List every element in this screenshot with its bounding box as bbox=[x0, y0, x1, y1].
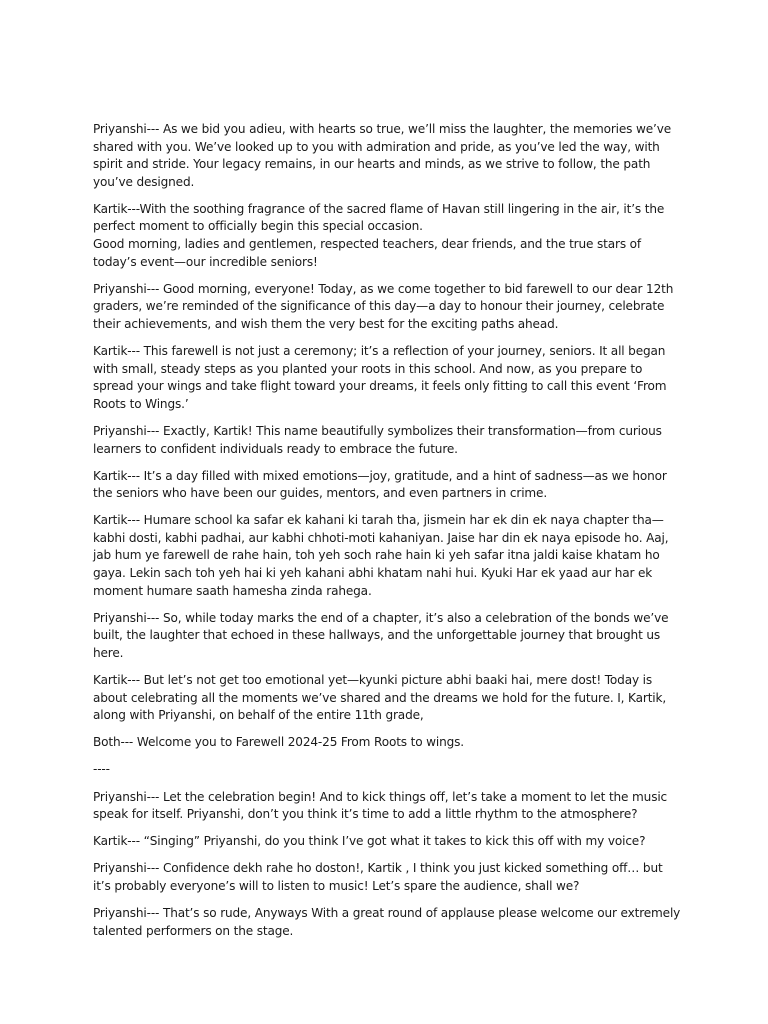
paragraph-text: Priyanshi--- As we bid you adieu, with hearts so true, we’ll miss the laughter, the memories we’ve shared with you. We’ve looked up to you with admiration and pride, as you’ve led the way, with spirit and stride. Your legacy remains, in our hearts and minds, as we strive to follow, the path you’ve designed. bbox=[93, 122, 672, 189]
paragraph-text: Kartik--- It’s a day filled with mixed emotions—joy, gratitude, and a hint of sadness—as we honor the seniors who have been our guides, mentors, and even partners in crime. bbox=[93, 468, 667, 501]
paragraph-text: Good morning, ladies and gentlemen, respected teachers, dear friends, and the true stars of today’s event—our incredible seniors! bbox=[93, 237, 642, 269]
paragraph bbox=[93, 281, 683, 334]
paragraph-text: Priyanshi--- Let the celebration begin! And to kick things off, let’s take a moment to let the music speak for itself. Priyanshi, don’t you think it’s time to add a little rhythm to the atmosphere? bbox=[93, 789, 668, 822]
divider-text: ---- bbox=[93, 762, 110, 777]
paragraph-text: Priyanshi--- That’s so rude, Anyways With a great round of applause please welcome our extremely talented performers on the stage. bbox=[93, 905, 681, 938]
paragraph bbox=[93, 905, 683, 940]
paragraph bbox=[93, 468, 683, 503]
paragraph-text: Kartik--- This farewell is not just a ceremony; it’s a reflection of your journey, seniors. It all began with small, steady steps as you planted your roots in this school. And now, as you prepare to spread your wings and take flight toward your dreams, it feels only fitting to call this event ‘From Roots to Wings.’ bbox=[93, 344, 667, 411]
section-divider bbox=[93, 761, 683, 779]
paragraph-text: Priyanshi--- Exactly, Kartik! This name beautifully symbolizes their transformation—from curious learners to confident individuals ready to embrace the future. bbox=[93, 423, 662, 456]
document-body bbox=[93, 121, 683, 950]
paragraph bbox=[93, 734, 683, 752]
paragraph bbox=[93, 672, 683, 725]
paragraph-text: Kartik---With the soothing fragrance of the sacred flame of Havan still lingering in the air, it’s the perfect moment to officially begin this special occasion. bbox=[93, 201, 665, 234]
paragraph-text: Kartik--- “Singing” Priyanshi, do you think I’ve got what it takes to kick this off with my voice? bbox=[93, 834, 646, 849]
paragraph bbox=[93, 423, 683, 458]
paragraph bbox=[93, 610, 683, 663]
paragraph bbox=[93, 833, 683, 851]
paragraph bbox=[93, 789, 683, 824]
paragraph bbox=[93, 121, 683, 191]
paragraph-text: Kartik--- But let’s not get too emotional yet—kyunki picture abhi baaki hai, mere dost! Today is about celebrating all the moments we’ve shared and the dreams we hold for the future. I, Kartik, along with Priyanshi, on behalf of the entire 11th grade, bbox=[93, 673, 667, 723]
paragraph bbox=[93, 343, 683, 413]
paragraph bbox=[93, 860, 683, 895]
paragraph-text: Both--- Welcome you to Farewell 2024-25 From Roots to wings. bbox=[93, 735, 465, 750]
paragraph-text: Kartik--- Humare school ka safar ek kahani ki tarah tha, jismein har ek din ek naya chapter tha—kabhi dosti, kabhi padhai, aur kabhi chhoti-moti kahaniyan. Jaise har din ek naya episode ho. Aaj, jab hum ye farewell de rahe hain, toh yeh soch rahe hain ki yeh safar itna jaldi kaise khatam ho gaya. Lekin sach toh yeh hai ki yeh kahani abhi khatam nahi hui. Kyuki Har ek yaad aur har ek moment humare saath hamesha zinda rahega. bbox=[93, 513, 669, 598]
paragraph bbox=[93, 512, 683, 600]
paragraph-text: Priyanshi--- Good morning, everyone! Today, as we come together to bid farewell to our dear 12th graders, we’re reminded of the significance of this day—a day to honour their journey, celebrate their achievements, and wish them the very best for the exciting paths ahead. bbox=[93, 281, 674, 331]
paragraph-text: Priyanshi--- Confidence dekh rahe ho doston!, Kartik , I think you just kicked something off… but it’s probably everyone’s will to listen to music! Let’s spare the audience, shall we? bbox=[93, 861, 663, 893]
paragraph-text: Priyanshi--- So, while today marks the end of a chapter, it’s also a celebration of the bonds we’ve built, the laughter that echoed in these hallways, and the unforgettable journey that brought us here. bbox=[93, 610, 669, 660]
paragraph bbox=[93, 201, 683, 271]
